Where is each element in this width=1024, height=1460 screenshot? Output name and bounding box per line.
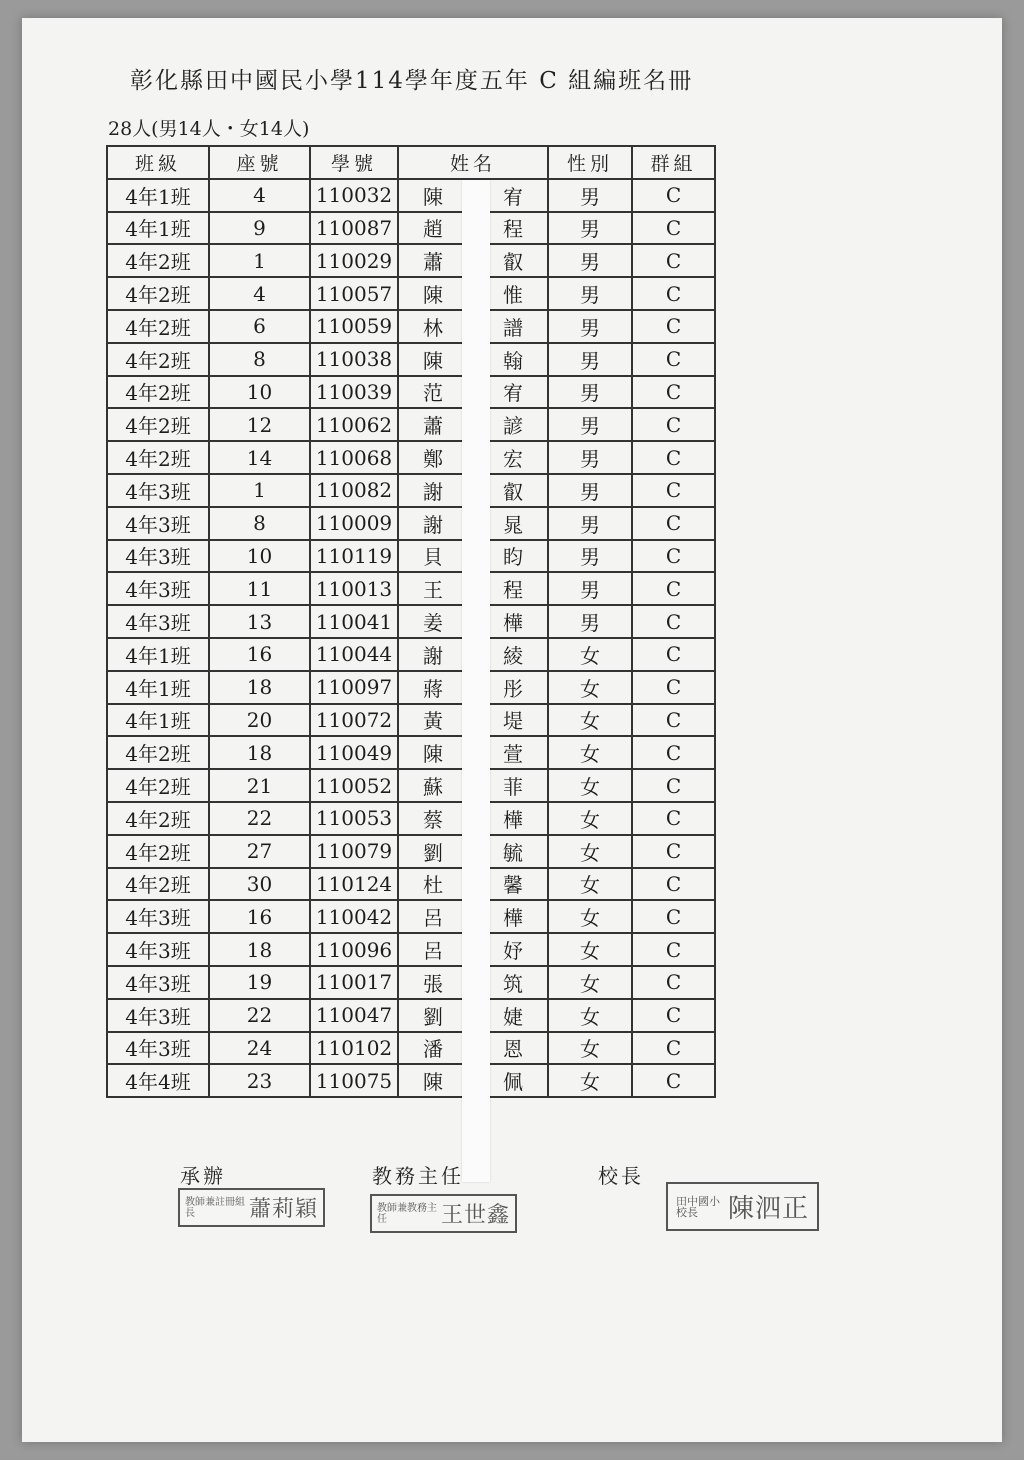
surname: 貝 bbox=[423, 545, 443, 570]
gender-cell: 女 bbox=[548, 704, 632, 737]
surname: 呂 bbox=[423, 906, 443, 931]
given-name-char: 馨 bbox=[503, 873, 523, 898]
surname: 陳 bbox=[423, 283, 443, 308]
class-cell: 4年1班 bbox=[107, 638, 209, 671]
student-id-cell: 110039 bbox=[310, 376, 398, 409]
seat-cell: 8 bbox=[209, 507, 310, 540]
given-name-char: 綾 bbox=[503, 643, 523, 668]
given-name-char: 樺 bbox=[503, 611, 523, 636]
gender-cell: 女 bbox=[548, 966, 632, 999]
handler-stamp-name: 蕭莉穎 bbox=[249, 1197, 319, 1222]
student-id-cell: 110038 bbox=[310, 343, 398, 376]
given-name-char: 彤 bbox=[503, 676, 523, 701]
table-row bbox=[107, 802, 715, 835]
surname: 姜 bbox=[423, 611, 443, 636]
table-row bbox=[107, 966, 715, 999]
name-mask-strip bbox=[462, 180, 490, 1182]
student-id-cell: 110079 bbox=[310, 835, 398, 868]
table-row bbox=[107, 605, 715, 638]
seat-cell: 18 bbox=[209, 736, 310, 769]
group-cell: C bbox=[632, 244, 715, 277]
seat-cell: 20 bbox=[209, 704, 310, 737]
principal-stamp-name: 陳泗正 bbox=[728, 1194, 810, 1224]
group-cell: C bbox=[632, 441, 715, 474]
group-cell: C bbox=[632, 736, 715, 769]
group-cell: C bbox=[632, 1064, 715, 1097]
surname: 范 bbox=[423, 381, 443, 406]
student-id-cell: 110029 bbox=[310, 244, 398, 277]
student-id-cell: 110013 bbox=[310, 572, 398, 605]
student-id-cell: 110053 bbox=[310, 802, 398, 835]
table-row bbox=[107, 769, 715, 802]
group-cell: C bbox=[632, 343, 715, 376]
class-cell: 4年3班 bbox=[107, 605, 209, 638]
surname: 蔣 bbox=[423, 676, 443, 701]
student-id-cell: 110044 bbox=[310, 638, 398, 671]
table-row bbox=[107, 868, 715, 901]
group-cell: C bbox=[632, 769, 715, 802]
gender-cell: 男 bbox=[548, 343, 632, 376]
given-name-char: 叡 bbox=[503, 250, 523, 275]
gender-cell: 男 bbox=[548, 572, 632, 605]
gender-cell: 男 bbox=[548, 310, 632, 343]
handler-label: 承辦 bbox=[180, 1164, 226, 1188]
class-cell: 4年2班 bbox=[107, 802, 209, 835]
surname: 陳 bbox=[423, 184, 443, 209]
gender-cell: 女 bbox=[548, 736, 632, 769]
class-cell: 4年2班 bbox=[107, 343, 209, 376]
roster-table bbox=[106, 145, 716, 1098]
student-id-cell: 110096 bbox=[310, 933, 398, 966]
table-row bbox=[107, 277, 715, 310]
seat-cell: 6 bbox=[209, 310, 310, 343]
gender-cell: 女 bbox=[548, 802, 632, 835]
group-cell: C bbox=[632, 835, 715, 868]
class-cell: 4年2班 bbox=[107, 244, 209, 277]
given-name-char: 程 bbox=[503, 578, 523, 603]
student-id-cell: 110041 bbox=[310, 605, 398, 638]
table-row bbox=[107, 408, 715, 441]
handler-stamp bbox=[178, 1188, 325, 1227]
student-id-cell: 110087 bbox=[310, 212, 398, 245]
seat-cell: 9 bbox=[209, 212, 310, 245]
document-title: 彰化縣田中國民小學114學年度五年 C 組編班名冊 bbox=[130, 68, 694, 94]
class-cell: 4年3班 bbox=[107, 572, 209, 605]
seat-cell: 1 bbox=[209, 244, 310, 277]
student-id-cell: 110075 bbox=[310, 1064, 398, 1097]
gender-cell: 女 bbox=[548, 999, 632, 1032]
table-row bbox=[107, 572, 715, 605]
student-id-cell: 110068 bbox=[310, 441, 398, 474]
group-cell: C bbox=[632, 999, 715, 1032]
table-row bbox=[107, 179, 715, 212]
class-cell: 4年2班 bbox=[107, 376, 209, 409]
given-name-char: 宥 bbox=[503, 184, 523, 209]
seat-cell: 1 bbox=[209, 474, 310, 507]
table-row bbox=[107, 933, 715, 966]
given-name-char: 宏 bbox=[503, 447, 523, 472]
class-cell: 4年4班 bbox=[107, 1064, 209, 1097]
class-cell: 4年2班 bbox=[107, 868, 209, 901]
table-row bbox=[107, 1064, 715, 1097]
table-row bbox=[107, 999, 715, 1032]
gender-cell: 女 bbox=[548, 835, 632, 868]
group-cell: C bbox=[632, 179, 715, 212]
gender-cell: 男 bbox=[548, 277, 632, 310]
surname: 張 bbox=[423, 971, 443, 996]
given-name-char: 堤 bbox=[503, 709, 523, 734]
class-cell: 4年1班 bbox=[107, 179, 209, 212]
surname: 黃 bbox=[423, 709, 443, 734]
class-cell: 4年2班 bbox=[107, 769, 209, 802]
surname: 趙 bbox=[423, 217, 443, 242]
gender-cell: 女 bbox=[548, 769, 632, 802]
principal-stamp bbox=[666, 1182, 819, 1231]
director-stamp bbox=[370, 1194, 517, 1233]
surname: 林 bbox=[423, 315, 443, 340]
given-name-char: 妤 bbox=[503, 939, 523, 964]
student-id-cell: 110057 bbox=[310, 277, 398, 310]
given-name-char: 惟 bbox=[503, 283, 523, 308]
seat-cell: 4 bbox=[209, 179, 310, 212]
group-cell: C bbox=[632, 212, 715, 245]
table-row bbox=[107, 212, 715, 245]
student-id-cell: 110072 bbox=[310, 704, 398, 737]
group-cell: C bbox=[632, 540, 715, 573]
principal-label: 校長 bbox=[598, 1164, 644, 1188]
surname: 蔡 bbox=[423, 807, 443, 832]
director-stamp-name: 王世鑫 bbox=[441, 1203, 511, 1228]
given-name-char: 翰 bbox=[503, 348, 523, 373]
group-cell: C bbox=[632, 605, 715, 638]
seat-cell: 16 bbox=[209, 638, 310, 671]
table-row bbox=[107, 310, 715, 343]
gender-cell: 男 bbox=[548, 507, 632, 540]
group-cell: C bbox=[632, 408, 715, 441]
seat-cell: 18 bbox=[209, 933, 310, 966]
gender-cell: 男 bbox=[548, 605, 632, 638]
given-name-char: 佩 bbox=[503, 1070, 523, 1095]
seat-cell: 12 bbox=[209, 408, 310, 441]
given-name-char: 樺 bbox=[503, 807, 523, 832]
group-cell: C bbox=[632, 474, 715, 507]
class-cell: 4年2班 bbox=[107, 736, 209, 769]
surname: 謝 bbox=[423, 479, 443, 504]
gender-cell: 男 bbox=[548, 244, 632, 277]
class-cell: 4年2班 bbox=[107, 408, 209, 441]
group-cell: C bbox=[632, 638, 715, 671]
seat-cell: 8 bbox=[209, 343, 310, 376]
gender-cell: 女 bbox=[548, 900, 632, 933]
surname: 陳 bbox=[423, 348, 443, 373]
class-cell: 4年2班 bbox=[107, 835, 209, 868]
student-id-cell: 110017 bbox=[310, 966, 398, 999]
student-id-cell: 110119 bbox=[310, 540, 398, 573]
principal-stamp-title: 田中國小校長 bbox=[676, 1194, 720, 1219]
student-id-cell: 110062 bbox=[310, 408, 398, 441]
gender-cell: 男 bbox=[548, 540, 632, 573]
surname: 劉 bbox=[423, 840, 443, 865]
header-name: 姓名 bbox=[398, 146, 548, 179]
student-count-summary: 28人(男14人・女14人) bbox=[108, 118, 310, 140]
surname: 呂 bbox=[423, 939, 443, 964]
group-cell: C bbox=[632, 507, 715, 540]
student-id-cell: 110049 bbox=[310, 736, 398, 769]
student-id-cell: 110097 bbox=[310, 671, 398, 704]
table-row bbox=[107, 1032, 715, 1065]
student-id-cell: 110102 bbox=[310, 1032, 398, 1065]
gender-cell: 男 bbox=[548, 474, 632, 507]
gender-cell: 女 bbox=[548, 1032, 632, 1065]
surname: 劉 bbox=[423, 1004, 443, 1029]
student-id-cell: 110032 bbox=[310, 179, 398, 212]
seat-cell: 30 bbox=[209, 868, 310, 901]
surname: 陳 bbox=[423, 742, 443, 767]
table-row bbox=[107, 638, 715, 671]
header-class: 班級 bbox=[107, 146, 209, 179]
student-id-cell: 110009 bbox=[310, 507, 398, 540]
handler-stamp-title: 教師兼註冊組長 bbox=[185, 1196, 245, 1219]
director-label: 教務主任 bbox=[372, 1164, 464, 1188]
seat-cell: 10 bbox=[209, 540, 310, 573]
header-gender: 性別 bbox=[548, 146, 632, 179]
given-name-char: 萱 bbox=[503, 742, 523, 767]
gender-cell: 女 bbox=[548, 868, 632, 901]
gender-cell: 女 bbox=[548, 638, 632, 671]
class-cell: 4年3班 bbox=[107, 474, 209, 507]
table-row bbox=[107, 736, 715, 769]
class-cell: 4年1班 bbox=[107, 704, 209, 737]
given-name-char: 樺 bbox=[503, 906, 523, 931]
class-cell: 4年3班 bbox=[107, 507, 209, 540]
surname: 蘇 bbox=[423, 775, 443, 800]
seat-cell: 10 bbox=[209, 376, 310, 409]
seat-cell: 27 bbox=[209, 835, 310, 868]
gender-cell: 男 bbox=[548, 212, 632, 245]
given-name-char: 筑 bbox=[503, 971, 523, 996]
seat-cell: 13 bbox=[209, 605, 310, 638]
header-group: 群組 bbox=[632, 146, 715, 179]
group-cell: C bbox=[632, 868, 715, 901]
gender-cell: 男 bbox=[548, 408, 632, 441]
header-seat: 座號 bbox=[209, 146, 310, 179]
table-row bbox=[107, 474, 715, 507]
given-name-char: 菲 bbox=[503, 775, 523, 800]
table-row bbox=[107, 441, 715, 474]
class-cell: 4年1班 bbox=[107, 671, 209, 704]
group-cell: C bbox=[632, 376, 715, 409]
seat-cell: 24 bbox=[209, 1032, 310, 1065]
table-row bbox=[107, 671, 715, 704]
gender-cell: 男 bbox=[548, 179, 632, 212]
table-row bbox=[107, 900, 715, 933]
header-student-id: 學號 bbox=[310, 146, 398, 179]
table-row bbox=[107, 343, 715, 376]
group-cell: C bbox=[632, 277, 715, 310]
class-cell: 4年2班 bbox=[107, 310, 209, 343]
surname: 杜 bbox=[423, 873, 443, 898]
group-cell: C bbox=[632, 310, 715, 343]
gender-cell: 女 bbox=[548, 671, 632, 704]
class-cell: 4年3班 bbox=[107, 1032, 209, 1065]
seat-cell: 14 bbox=[209, 441, 310, 474]
table-row bbox=[107, 244, 715, 277]
seat-cell: 18 bbox=[209, 671, 310, 704]
student-id-cell: 110047 bbox=[310, 999, 398, 1032]
surname: 鄭 bbox=[423, 447, 443, 472]
class-cell: 4年2班 bbox=[107, 277, 209, 310]
gender-cell: 男 bbox=[548, 441, 632, 474]
given-name-char: 婕 bbox=[503, 1004, 523, 1029]
surname: 潘 bbox=[423, 1037, 443, 1062]
seat-cell: 22 bbox=[209, 802, 310, 835]
table-row bbox=[107, 507, 715, 540]
given-name-char: 諺 bbox=[503, 414, 523, 439]
surname: 陳 bbox=[423, 1070, 443, 1095]
seat-cell: 23 bbox=[209, 1064, 310, 1097]
given-name-char: 叡 bbox=[503, 479, 523, 504]
given-name-char: 譜 bbox=[503, 315, 523, 340]
seat-cell: 16 bbox=[209, 900, 310, 933]
table-row bbox=[107, 540, 715, 573]
surname: 謝 bbox=[423, 643, 443, 668]
seat-cell: 22 bbox=[209, 999, 310, 1032]
group-cell: C bbox=[632, 933, 715, 966]
given-name-char: 程 bbox=[503, 217, 523, 242]
seat-cell: 4 bbox=[209, 277, 310, 310]
surname: 蕭 bbox=[423, 414, 443, 439]
gender-cell: 男 bbox=[548, 376, 632, 409]
student-id-cell: 110042 bbox=[310, 900, 398, 933]
surname: 蕭 bbox=[423, 250, 443, 275]
group-cell: C bbox=[632, 1032, 715, 1065]
group-cell: C bbox=[632, 704, 715, 737]
seat-cell: 11 bbox=[209, 572, 310, 605]
given-name-char: 恩 bbox=[503, 1037, 523, 1062]
group-cell: C bbox=[632, 966, 715, 999]
given-name-char: 晁 bbox=[503, 512, 523, 537]
table-header-row bbox=[107, 146, 715, 179]
class-cell: 4年3班 bbox=[107, 933, 209, 966]
class-cell: 4年3班 bbox=[107, 540, 209, 573]
student-id-cell: 110052 bbox=[310, 769, 398, 802]
given-name-char: 宥 bbox=[503, 381, 523, 406]
table-row bbox=[107, 376, 715, 409]
director-stamp-title: 教師兼教務主任 bbox=[377, 1202, 437, 1225]
gender-cell: 女 bbox=[548, 933, 632, 966]
surname: 王 bbox=[423, 578, 443, 603]
group-cell: C bbox=[632, 671, 715, 704]
student-id-cell: 110059 bbox=[310, 310, 398, 343]
gender-cell: 女 bbox=[548, 1064, 632, 1097]
student-id-cell: 110124 bbox=[310, 868, 398, 901]
class-cell: 4年3班 bbox=[107, 900, 209, 933]
surname: 謝 bbox=[423, 512, 443, 537]
group-cell: C bbox=[632, 802, 715, 835]
table-row bbox=[107, 704, 715, 737]
class-cell: 4年3班 bbox=[107, 966, 209, 999]
table-row bbox=[107, 835, 715, 868]
class-cell: 4年1班 bbox=[107, 212, 209, 245]
given-name-char: 盷 bbox=[503, 545, 523, 570]
seat-cell: 21 bbox=[209, 769, 310, 802]
class-cell: 4年2班 bbox=[107, 441, 209, 474]
class-cell: 4年3班 bbox=[107, 999, 209, 1032]
seat-cell: 19 bbox=[209, 966, 310, 999]
group-cell: C bbox=[632, 572, 715, 605]
group-cell: C bbox=[632, 900, 715, 933]
student-id-cell: 110082 bbox=[310, 474, 398, 507]
given-name-char: 毓 bbox=[503, 840, 523, 865]
